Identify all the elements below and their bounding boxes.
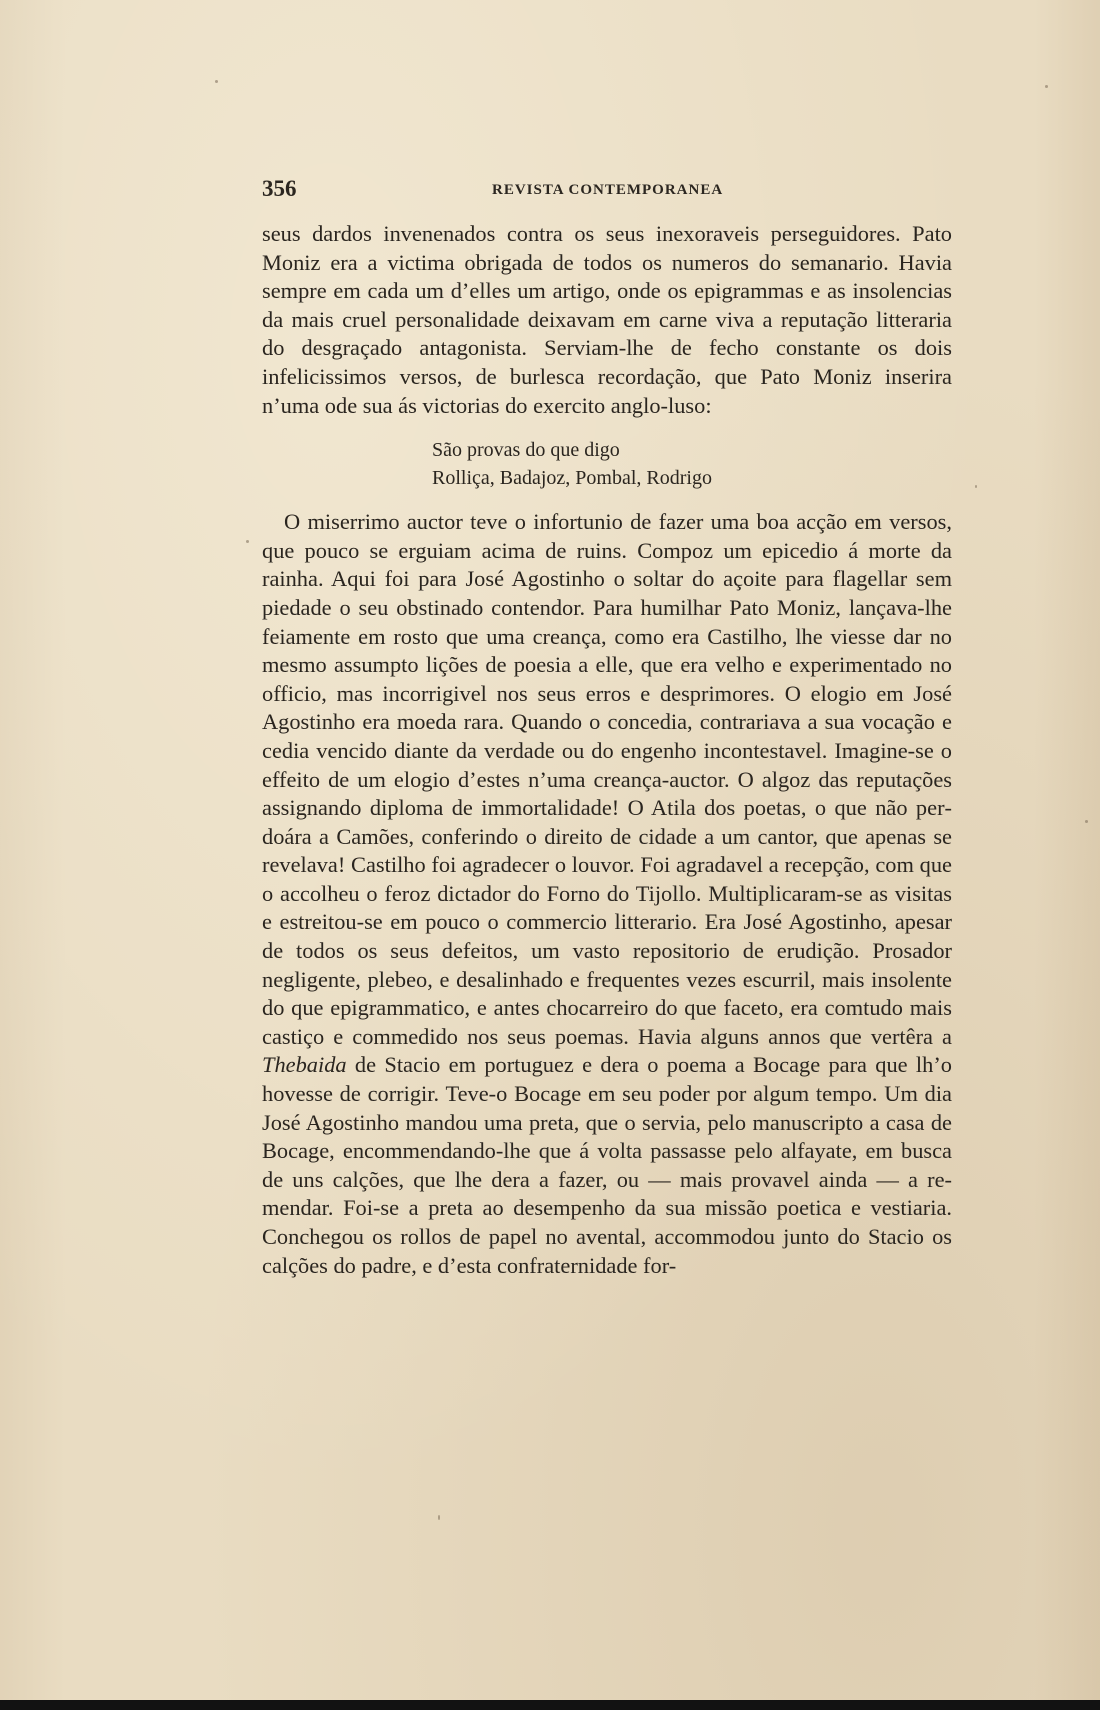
page-number: 356: [262, 176, 297, 201]
paper-speck: [1045, 85, 1048, 88]
body-text: [262, 220, 952, 1280]
book-title-thebaida: Thebaida: [262, 1052, 347, 1078]
paper-speck: [438, 1515, 440, 1520]
paper-speck: [246, 540, 249, 543]
paragraph-1: seus dardos invenenados contra os seus inexoraveis perseguidores. Pato Moniz era a victima obrigada de todos os numeros do semanario. Havia sempre em cada um d’elles um artigo, onde os epigrammas e as insolencias da mais cruel personalidade deixavam em carne viva a reputação litteraria do desgraçado antagonista. Serviam-lhe de fecho constante os dois infelicissimos versos, de burlesca recordação, que Pato Moniz inserira n’uma ode sua ás victorias do exercito anglo-luso:: [262, 221, 952, 418]
paragraph-2-part-2: de Stacio em portuguez e dera o poema a Bocage para que lh’o hovesse de corrigir. Teve-o Bocage em seu poder por algum tempo. Um dia José Agostinho mandou uma preta, que o servia, pelo manuscripto a casa de Bocage, encommendando-lhe que á volta passasse pelo alfayate, em busca de uns calções, que lhe dera a fazer, ou — mais provavel ainda — a remendar. Foi-se a preta ao desempenho da sua missão poetica e vestiaria. Conchegou os rollos de papel no avental, accommodou junto do Stacio os calções do padre, e d’esta confraternidade for-: [262, 1052, 953, 1278]
paper-speck: [975, 485, 977, 488]
paper-speck: [1085, 820, 1088, 823]
verse-quote: [432, 436, 952, 492]
scan-edge: [0, 1700, 1100, 1710]
verse-line-1: São provas do que digo: [432, 439, 620, 462]
paragraph-2-part-1: O miserrimo auctor teve o infortunio de fazer uma boa acção em versos, que pouco se erguiam acima de ruins. Compoz um epicedio á morte da rainha. Aqui foi para José Agostinho o soltar do açoite para flagellar sem piedade o seu obstinado contendor. Para humilhar Pato Moniz, lançava-lhe feiamente em rosto que uma creança, como era Castilho, lhe viesse dar no mesmo assumpto lições de poesia a elle, que era velho e experimentado no officio, mas incorrigivel nos seus erros e desprimores. O elogio em José Agostinho era moeda rara. Quando o concedia, contrariava a sua vocação e cedia vencido diante da verdade ou do engenho incontestavel. Imagine-se o effeito de um elogio d’estes n’uma creança-auctor. O algoz das reputações assignando diploma de immortalidade! O Atila dos poetas, o que não perdoára a Camões, conferindo o direito de cidade a um cantor, que apenas se revelava! Castilho foi agradecer o louvor. Foi agradavel a recepção, com que o accolheu o feroz dictador do Forno do Tijollo. Multiplicaram-se as visitas e estreitou-se em pouco o commercio litterario. Era José Agostinho, apesar de todos os seus defeitos, um vasto repositorio de erudição. Prosador negligente, plebeo, e desalinhado e frequentes vezes escurril, mais insolente do que epigrammatico, e antes chocarreiro do que faceto, era comtudo mais castiço e commedido nos seus poemas. Havia alguns annos que vertêra a: [262, 509, 952, 1049]
paper-speck: [215, 80, 218, 83]
running-title: REVISTA CONTEMPORANEA: [492, 182, 724, 198]
page-header: [262, 176, 952, 206]
paragraph-2: [262, 508, 952, 1280]
verse-line-2: Rolliça, Badajoz, Pombal, Rodrigo: [432, 467, 712, 490]
